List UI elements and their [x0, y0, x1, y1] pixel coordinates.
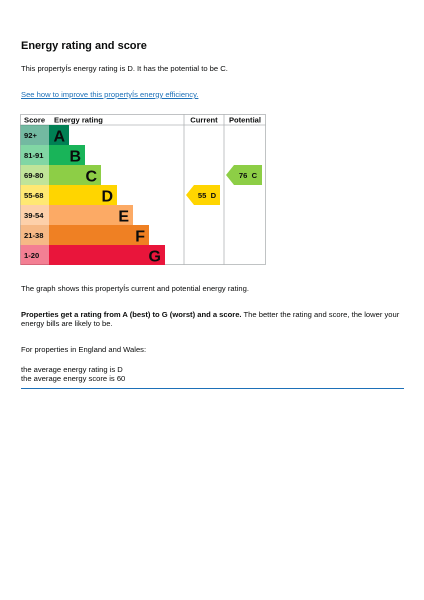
- improve-efficiency-link[interactable]: See how to improve this propertyÍs energy efficiency.: [21, 90, 199, 99]
- band-e-letter: E: [118, 208, 129, 226]
- band-f-score: 21-38: [24, 231, 44, 240]
- header-current: Current: [190, 115, 218, 125]
- rating-explanation-rest: The better the rating and score, the lower your energy bills are likely to be.: [21, 310, 400, 328]
- band-f-letter: F: [135, 228, 145, 246]
- header-energy-rating: Energy rating: [54, 115, 103, 125]
- header-score: Score: [24, 115, 46, 125]
- rating-summary: This propertyÍs energy rating is D. It has the potential to be C.: [21, 64, 228, 73]
- header-potential: Potential: [228, 115, 262, 125]
- band-b-score: 81-91: [24, 151, 44, 160]
- band-e-score: 39-54: [24, 211, 44, 220]
- band-g-score: 1-20: [24, 251, 40, 260]
- potential-rating-label: 76 C: [238, 171, 258, 180]
- energy-rating-chart: [20, 114, 266, 265]
- band-a-letter: A: [53, 128, 65, 146]
- band-g-letter: G: [148, 248, 161, 265]
- band-c-score: 69-80: [24, 171, 44, 180]
- rating-explanation: [21, 310, 406, 328]
- section-divider: [21, 388, 404, 389]
- page-heading: Energy rating and score: [21, 40, 147, 52]
- band-f-bar: [49, 225, 149, 245]
- regional-intro: For properties in England and Wales:: [21, 345, 147, 354]
- current-rating-label: 55 D: [197, 191, 217, 200]
- band-d-score: 55-68: [24, 191, 44, 200]
- band-c-letter: C: [85, 168, 97, 186]
- band-d-letter: D: [101, 188, 113, 206]
- graph-caption: The graph shows this propertyÍs current and potential energy rating.: [21, 284, 249, 293]
- band-b-letter: B: [69, 148, 81, 166]
- band-a-score: 92+: [24, 131, 37, 140]
- average-rating: the average energy rating is D: [21, 365, 123, 374]
- rating-explanation-bold: Properties get a rating from A (best) to G (worst) and a score.: [21, 310, 242, 319]
- average-score: the average energy score is 60: [21, 374, 126, 383]
